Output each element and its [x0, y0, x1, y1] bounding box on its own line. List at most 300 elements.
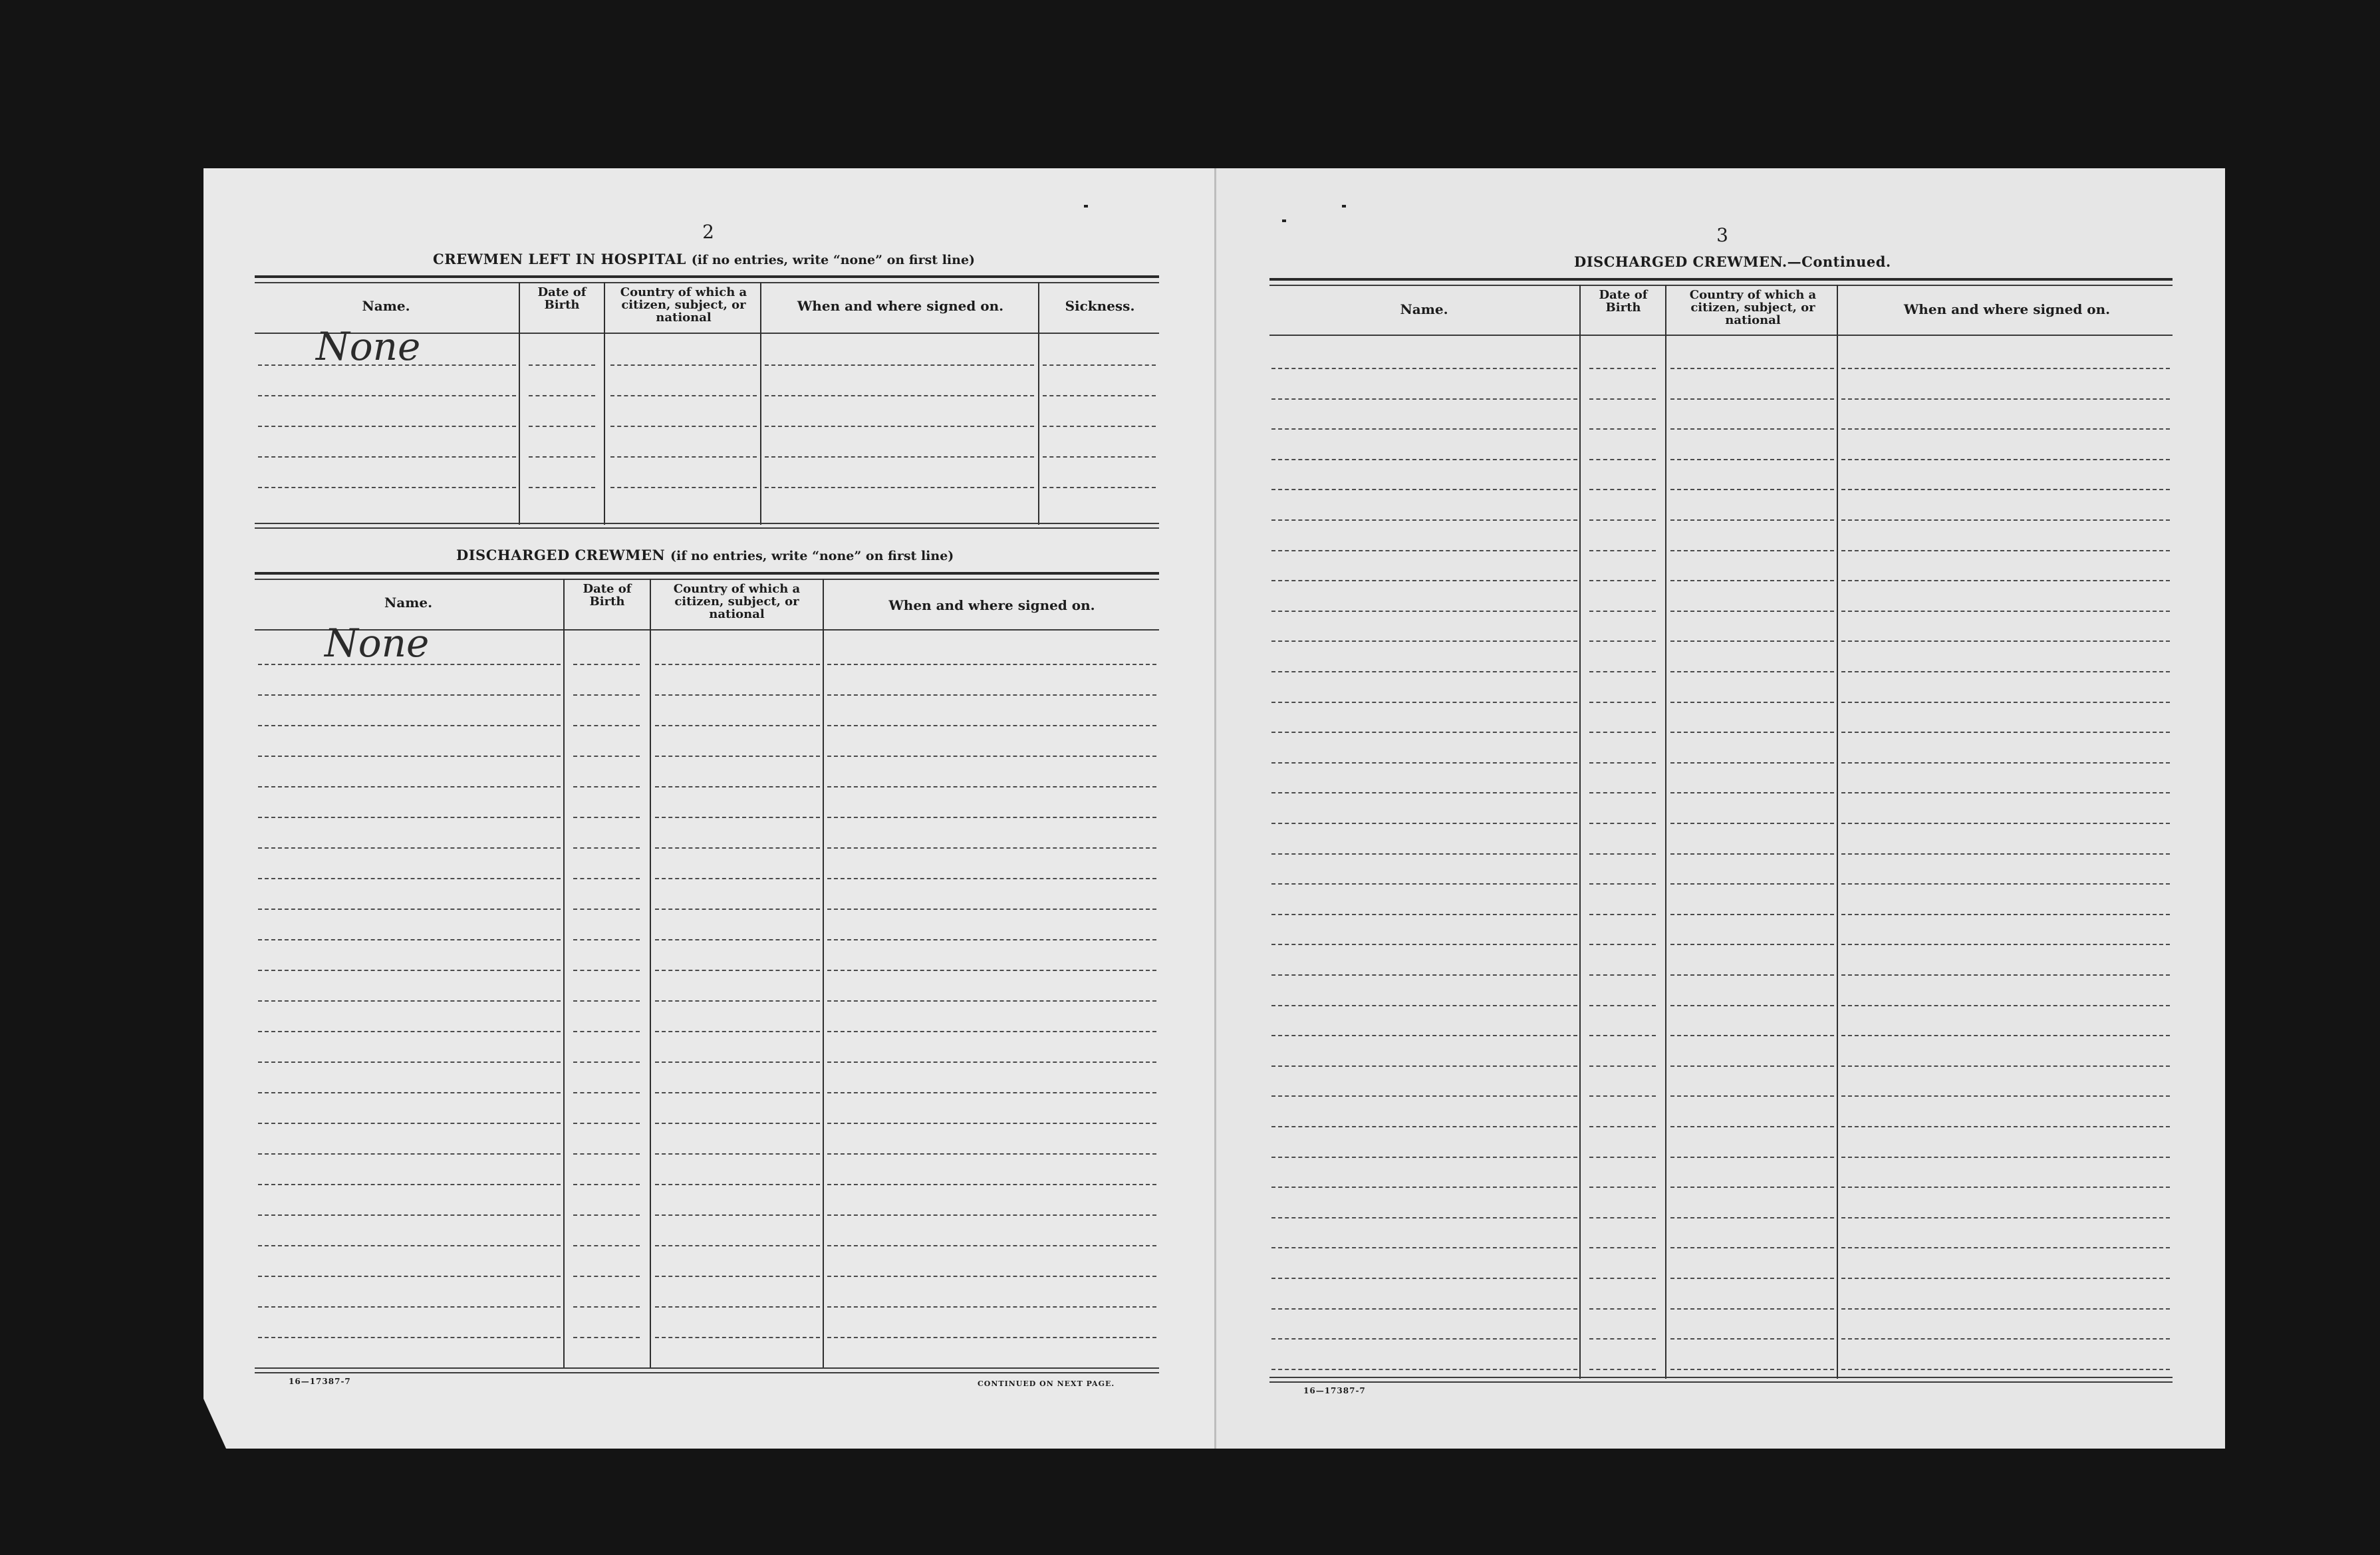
ruled-line — [827, 1214, 1156, 1216]
ruled-line — [1271, 1035, 1577, 1036]
ruled-line — [573, 694, 640, 696]
ruled-line — [1271, 1157, 1577, 1158]
ruled-line — [573, 1031, 640, 1032]
right-col-signed: When and where signed on. — [1903, 301, 2111, 317]
ruled-line — [1670, 1126, 1834, 1127]
ruled-line — [1271, 428, 1577, 430]
ruled-line — [655, 970, 820, 971]
ruled-line — [1670, 1065, 1834, 1067]
ruled-line — [827, 694, 1156, 696]
ruled-line — [258, 725, 561, 726]
hospital-col-line-3 — [760, 282, 761, 525]
ruled-line — [1670, 1005, 1834, 1006]
ruled-line — [1841, 671, 2170, 672]
hospital-bottom-rule-2 — [255, 527, 1159, 529]
hospital-col-sickness: Sickness. — [1065, 298, 1135, 314]
ruled-line — [1841, 792, 2170, 793]
ruled-line — [1841, 550, 2170, 551]
ruled-line — [1271, 489, 1577, 490]
ruled-line — [1271, 974, 1577, 976]
ruled-line — [1670, 640, 1834, 642]
ruled-line — [573, 909, 640, 910]
ruled-line — [827, 817, 1156, 818]
ruled-line — [1589, 611, 1656, 612]
ruled-line — [1589, 1035, 1656, 1036]
hospital-col-signed: When and where signed on. — [797, 298, 1004, 314]
ruled-line — [1670, 519, 1834, 521]
ruled-line — [1589, 1338, 1656, 1340]
continued-note: CONTINUED ON NEXT PAGE. — [978, 1379, 1115, 1388]
ruled-line — [258, 1000, 561, 1002]
ruled-line — [1043, 426, 1156, 427]
ruled-line — [1271, 459, 1577, 460]
ruled-line — [573, 939, 640, 940]
ruled-line — [1043, 364, 1156, 366]
ruled-line — [1841, 1187, 2170, 1188]
ruled-line — [610, 364, 757, 366]
ruled-line — [573, 1184, 640, 1185]
ruled-line — [1841, 823, 2170, 824]
right-page — [1216, 168, 2225, 1449]
ruled-line — [1271, 853, 1577, 855]
ruled-line — [529, 426, 595, 427]
ruled-line — [1271, 1308, 1577, 1310]
ruled-line — [1841, 1157, 2170, 1158]
ruled-line — [573, 1092, 640, 1093]
ruled-line — [655, 817, 820, 818]
ruled-line — [1841, 853, 2170, 855]
ruled-line — [1589, 428, 1656, 430]
ruled-line — [765, 364, 1034, 366]
ruled-line — [1589, 914, 1656, 915]
ruled-line — [655, 694, 820, 696]
ruled-line — [573, 1245, 640, 1246]
ruled-line — [1670, 1217, 1834, 1218]
ruled-line — [1841, 611, 2170, 612]
ruled-line — [655, 1031, 820, 1032]
hospital-col-line-2 — [604, 282, 605, 525]
ruled-line — [1841, 368, 2170, 369]
ruled-line — [1589, 944, 1656, 945]
ruled-line — [765, 395, 1034, 396]
ruled-line — [1271, 519, 1577, 521]
ruled-line — [655, 1214, 820, 1216]
ruled-line — [258, 426, 516, 427]
ruled-line — [573, 1153, 640, 1155]
ruled-line — [1271, 1126, 1577, 1127]
ruled-line — [573, 786, 640, 787]
hospital-first-entry: None — [316, 324, 421, 369]
ruled-line — [1670, 1338, 1834, 1340]
ruled-line — [1589, 853, 1656, 855]
right-bottom-rule-2 — [1269, 1381, 2173, 1383]
ruled-line — [827, 1000, 1156, 1002]
hospital-note-text: (if no entries, write “none” on first line) — [691, 253, 976, 267]
ruled-line — [827, 878, 1156, 879]
hospital-col-name: Name. — [362, 298, 410, 314]
left-form-code: 16—17387-7 — [289, 1377, 351, 1386]
ruled-line — [1841, 459, 2170, 460]
ruled-line — [258, 456, 516, 458]
ruled-line — [1841, 1065, 2170, 1067]
right-form-code: 16—17387-7 — [1303, 1386, 1366, 1395]
ruled-line — [1841, 1217, 2170, 1218]
ruled-line — [258, 1123, 561, 1124]
ruled-line — [1841, 1126, 2170, 1127]
ruled-line — [1589, 762, 1656, 764]
ruled-line — [827, 1276, 1156, 1277]
right-col-line-1 — [1579, 285, 1581, 1379]
ruled-line — [1841, 1005, 2170, 1006]
ruled-line — [610, 395, 757, 396]
ruled-line — [1670, 914, 1834, 915]
ruled-line — [1271, 1065, 1577, 1067]
ruled-line — [1589, 368, 1656, 369]
ruled-line — [258, 786, 561, 787]
ruled-line — [827, 1061, 1156, 1063]
ruled-line — [1670, 1035, 1834, 1036]
hospital-col-country: Country of which a citizen, subject, or national — [620, 285, 747, 325]
page-gutter — [1214, 168, 1216, 1449]
discharged-bottom-rule-2 — [255, 1372, 1159, 1373]
ruled-line — [1271, 1095, 1577, 1097]
ruled-line — [1841, 1308, 2170, 1310]
ruled-line — [1271, 792, 1577, 793]
ruled-line — [1271, 762, 1577, 764]
ruled-line — [655, 847, 820, 849]
ruled-line — [1670, 732, 1834, 733]
ruled-line — [1589, 1278, 1656, 1279]
ruled-line — [655, 1123, 820, 1124]
ruled-line — [573, 1276, 640, 1277]
ruled-line — [655, 756, 820, 757]
ruled-line — [258, 1153, 561, 1155]
ruled-line — [1589, 1095, 1656, 1097]
ruled-line — [529, 487, 595, 488]
discharged-col-name: Name. — [384, 595, 433, 611]
ruled-line — [1589, 489, 1656, 490]
ruled-line — [1670, 368, 1834, 369]
right-col-name: Name. — [1400, 301, 1448, 317]
ruled-line — [827, 1123, 1156, 1124]
ruled-line — [655, 1245, 820, 1246]
discharged-col-line-1 — [563, 579, 565, 1369]
right-bottom-rule — [1269, 1377, 2173, 1378]
ruled-line — [1271, 398, 1577, 400]
discharged-bottom-rule — [255, 1367, 1159, 1369]
ruled-line — [573, 878, 640, 879]
ruled-line — [1670, 580, 1834, 581]
ruled-line — [827, 725, 1156, 726]
hospital-col-line-1 — [519, 282, 520, 525]
ruled-line — [1271, 1217, 1577, 1218]
discharged-col-dob: Date of Birth — [583, 582, 632, 609]
ruled-line — [827, 756, 1156, 757]
ruled-line — [1589, 732, 1656, 733]
right-col-dob: Date of Birth — [1599, 288, 1648, 315]
ruled-line — [1670, 1187, 1834, 1188]
ruled-line — [765, 426, 1034, 427]
ruled-line — [1271, 671, 1577, 672]
ruled-line — [1271, 580, 1577, 581]
ruled-line — [827, 909, 1156, 910]
ruled-line — [1670, 792, 1834, 793]
ruled-line — [1841, 640, 2170, 642]
ruled-line — [258, 1245, 561, 1246]
hospital-section-title — [433, 251, 975, 267]
ruled-line — [1271, 611, 1577, 612]
speck — [1342, 205, 1346, 208]
ruled-line — [1670, 1278, 1834, 1279]
ruled-line — [573, 1000, 640, 1002]
right-header-rule — [1269, 335, 2173, 336]
ruled-line — [529, 456, 595, 458]
ruled-line — [1589, 640, 1656, 642]
ruled-line — [1841, 1095, 2170, 1097]
discharged-col-line-2 — [650, 579, 651, 1369]
ruled-line — [529, 395, 595, 396]
ruled-line — [573, 970, 640, 971]
right-col-line-2 — [1665, 285, 1666, 1379]
ruled-line — [1271, 1247, 1577, 1248]
ruled-line — [827, 1031, 1156, 1032]
ruled-line — [1589, 1065, 1656, 1067]
ruled-line — [1043, 395, 1156, 396]
ruled-line — [1271, 702, 1577, 703]
ruled-line — [1841, 1035, 2170, 1036]
ruled-line — [573, 817, 640, 818]
ruled-line — [258, 817, 561, 818]
ruled-line — [1841, 519, 2170, 521]
ruled-line — [1271, 1369, 1577, 1370]
ruled-line — [573, 1214, 640, 1216]
ruled-line — [1043, 487, 1156, 488]
ruled-line — [1271, 1005, 1577, 1006]
ruled-line — [1841, 398, 2170, 400]
ruled-line — [610, 456, 757, 458]
ruled-line — [258, 878, 561, 879]
discharged-first-entry: None — [325, 621, 430, 666]
ruled-line — [258, 970, 561, 971]
ruled-line — [1670, 550, 1834, 551]
ruled-line — [1841, 1247, 2170, 1248]
ruled-line — [1841, 580, 2170, 581]
discharged-top-rule — [255, 572, 1159, 575]
ruled-line — [258, 395, 516, 396]
ruled-line — [1841, 1338, 2170, 1340]
ruled-line — [258, 939, 561, 940]
ruled-line — [1589, 1308, 1656, 1310]
ruled-line — [1589, 1369, 1656, 1370]
hospital-col-dob: Date of Birth — [537, 285, 587, 312]
ruled-line — [1589, 883, 1656, 885]
hospital-top-rule — [255, 275, 1159, 278]
ruled-line — [655, 878, 820, 879]
ruled-line — [1589, 1247, 1656, 1248]
ruled-line — [1589, 792, 1656, 793]
ruled-line — [1271, 368, 1577, 369]
ruled-line — [1589, 1157, 1656, 1158]
ruled-line — [1589, 519, 1656, 521]
ruled-line — [258, 1092, 561, 1093]
ruled-line — [573, 1337, 640, 1338]
ruled-line — [655, 1337, 820, 1338]
ruled-line — [655, 664, 820, 665]
ruled-line — [1670, 762, 1834, 764]
ruled-line — [827, 1153, 1156, 1155]
ruled-line — [258, 909, 561, 910]
ruled-line — [573, 725, 640, 726]
ruled-line — [1271, 883, 1577, 885]
ruled-line — [258, 487, 516, 488]
ruled-line — [1670, 459, 1834, 460]
ruled-line — [1670, 883, 1834, 885]
ruled-line — [655, 909, 820, 910]
ruled-line — [1589, 1126, 1656, 1127]
ruled-line — [1271, 823, 1577, 824]
ruled-line — [1841, 762, 2170, 764]
right-col-line-3 — [1837, 285, 1838, 1379]
ruled-line — [1589, 1187, 1656, 1188]
ruled-line — [1841, 1369, 2170, 1370]
ruled-line — [529, 364, 595, 366]
discharged-col-line-3 — [823, 579, 824, 1369]
ruled-line — [655, 1000, 820, 1002]
ruled-line — [655, 1061, 820, 1063]
ruled-line — [655, 1184, 820, 1185]
ruled-line — [1841, 489, 2170, 490]
ruled-line — [1670, 1157, 1834, 1158]
ruled-line — [1589, 671, 1656, 672]
ruled-line — [1670, 428, 1834, 430]
ruled-line — [827, 847, 1156, 849]
ruled-line — [655, 725, 820, 726]
ruled-line — [827, 970, 1156, 971]
ruled-line — [1589, 702, 1656, 703]
ruled-line — [765, 487, 1034, 488]
ruled-line — [1589, 1005, 1656, 1006]
ruled-line — [655, 1153, 820, 1155]
right-page-number: 3 — [1716, 224, 1728, 246]
ruled-line — [258, 847, 561, 849]
ruled-line — [1271, 732, 1577, 733]
hospital-bottom-rule — [255, 523, 1159, 524]
ruled-line — [1589, 1217, 1656, 1218]
ruled-line — [258, 756, 561, 757]
ruled-line — [1589, 580, 1656, 581]
left-page-number: 2 — [702, 221, 714, 243]
ruled-line — [827, 1245, 1156, 1246]
hospital-top-rule-2 — [255, 282, 1159, 283]
discharged-col-signed: When and where signed on. — [888, 597, 1095, 613]
ruled-line — [258, 1306, 561, 1308]
ruled-line — [610, 487, 757, 488]
ruled-line — [1841, 1278, 2170, 1279]
ruled-line — [1670, 853, 1834, 855]
ruled-line — [655, 939, 820, 940]
ruled-line — [765, 456, 1034, 458]
ruled-line — [1589, 459, 1656, 460]
ruled-line — [827, 939, 1156, 940]
ruled-line — [1670, 823, 1834, 824]
hospital-col-line-4 — [1038, 282, 1039, 525]
ruled-line — [827, 1337, 1156, 1338]
ruled-line — [1271, 944, 1577, 945]
ruled-line — [1043, 456, 1156, 458]
right-top-rule-2 — [1269, 285, 2173, 286]
speck — [1084, 205, 1088, 208]
ruled-line — [258, 1337, 561, 1338]
ruled-line — [1271, 550, 1577, 551]
ruled-line — [1670, 611, 1834, 612]
right-section-title: DISCHARGED CREWMEN.—Continued. — [1574, 253, 1891, 270]
right-col-country: Country of which a citizen, subject, or national — [1689, 288, 1817, 327]
ruled-line — [258, 1214, 561, 1216]
ruled-line — [1670, 1095, 1834, 1097]
ruled-line — [1670, 489, 1834, 490]
ruled-line — [1841, 732, 2170, 733]
ruled-line — [1841, 883, 2170, 885]
ruled-line — [258, 1031, 561, 1032]
ruled-line — [827, 786, 1156, 787]
ruled-line — [655, 1306, 820, 1308]
ruled-line — [1670, 398, 1834, 400]
ruled-line — [1670, 671, 1834, 672]
ruled-line — [258, 1061, 561, 1063]
ruled-line — [827, 1092, 1156, 1093]
ruled-line — [1271, 1187, 1577, 1188]
ruled-line — [1670, 1369, 1834, 1370]
ruled-line — [573, 1061, 640, 1063]
ruled-line — [258, 1184, 561, 1185]
ruled-line — [1841, 428, 2170, 430]
ruled-line — [1670, 702, 1834, 703]
ruled-line — [1670, 944, 1834, 945]
right-top-rule — [1269, 278, 2173, 281]
discharged-section-title — [456, 547, 954, 563]
ruled-line — [258, 1276, 561, 1277]
speck — [1282, 219, 1286, 222]
ruled-line — [827, 1184, 1156, 1185]
ruled-line — [655, 1276, 820, 1277]
ruled-line — [1841, 974, 2170, 976]
ruled-line — [827, 664, 1156, 665]
discharged-note-text: (if no entries, write “none” on first line) — [670, 549, 954, 563]
discharged-col-country: Country of which a citizen, subject, or national — [673, 582, 801, 621]
ruled-line — [1589, 550, 1656, 551]
ruled-line — [1589, 974, 1656, 976]
ruled-line — [1670, 1247, 1834, 1248]
ruled-line — [1589, 823, 1656, 824]
ruled-line — [573, 664, 640, 665]
ruled-line — [1841, 914, 2170, 915]
hospital-title-text: CREWMEN LEFT IN HOSPITAL — [433, 251, 686, 267]
discharged-title-text: DISCHARGED CREWMEN — [456, 547, 666, 563]
ruled-line — [573, 756, 640, 757]
ruled-line — [655, 1092, 820, 1093]
ruled-line — [827, 1306, 1156, 1308]
ruled-line — [1271, 914, 1577, 915]
ruled-line — [1271, 1338, 1577, 1340]
ruled-line — [610, 426, 757, 427]
ruled-line — [573, 847, 640, 849]
ruled-line — [1589, 398, 1656, 400]
ruled-line — [573, 1306, 640, 1308]
ruled-line — [573, 1123, 640, 1124]
ruled-line — [258, 694, 561, 696]
ruled-line — [1670, 974, 1834, 976]
ruled-line — [1271, 640, 1577, 642]
